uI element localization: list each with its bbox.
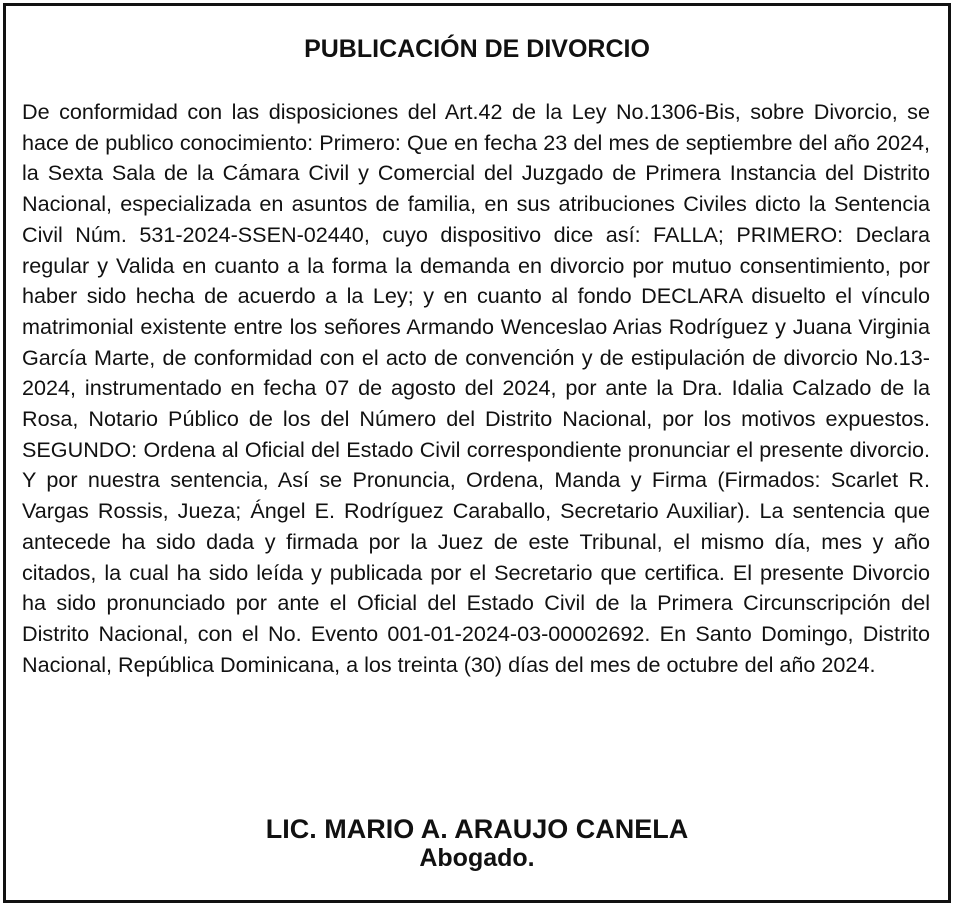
notice-title: PUBLICACIÓN DE DIVORCIO	[304, 35, 650, 63]
signature-block	[6, 814, 948, 872]
notice-body-text: De conformidad con las disposiciones del Art.42 de la Ley No.1306-Bis, sobre Divorcio, se hace de publico conocimiento: Primero: Que en fecha 23 del mes de septiembre del año 2024, la Sexta Sala de la Cámara Civil y Comercial del Juzgado de Primera Instancia del Distrito Nacional, especializada en asuntos de familia, en sus atribuciones Civiles dicto la Sentencia Civil Núm. 531-2024-SSEN-02440, cuyo dispositivo dice así: FALLA; PRIMERO: Declara regular y Valida en cuanto a la forma la demanda en divorcio por mutuo consentimiento, por haber sido hecha de acuerdo a la Ley; y en cuanto al fondo DECLARA disuelto el vínculo matrimonial existente entre los señores Armando Wenceslao Arias Rodríguez y Juana Virginia García Marte, de conformidad con el acto de convención y de estipulación de divorcio No.13-2024, instrumentado en fecha 07 de agosto del 2024, por ante la Dra. Idalia Calzado de la Rosa, Notario Público de los del Número del Distrito Nacional, por los motivos expuestos. SEGUNDO: Ordena al Oficial del Estado Civil correspondiente pronunciar el presente divorcio. Y por nuestra sentencia, Así se Pronuncia, Ordena, Manda y Firma (Firmados: Scarlet R. Vargas Rossis, Jueza; Ángel E. Rodríguez Caraballo, Secretario Auxiliar). La sentencia que antecede ha sido dada y firmada por la Juez de este Tribunal, el mismo día, mes y año citados, la cual ha sido leída y publicada por el Secretario que certifica. El presente Divorcio ha sido pronunciado por ante el Oficial del Estado Civil de la Primera Circunscripción del Distrito Nacional, con el No. Evento 001-01-2024-03-00002692. En Santo Domingo, Distrito Nacional, República Dominicana, a los treinta (30) días del mes de octubre del año 2024.	[22, 99, 930, 677]
notice-body	[22, 97, 930, 680]
notice-frame	[3, 3, 951, 903]
signature-name: LIC. MARIO A. ARAUJO CANELA	[265, 814, 689, 844]
signature-role: Abogado.	[419, 844, 535, 872]
